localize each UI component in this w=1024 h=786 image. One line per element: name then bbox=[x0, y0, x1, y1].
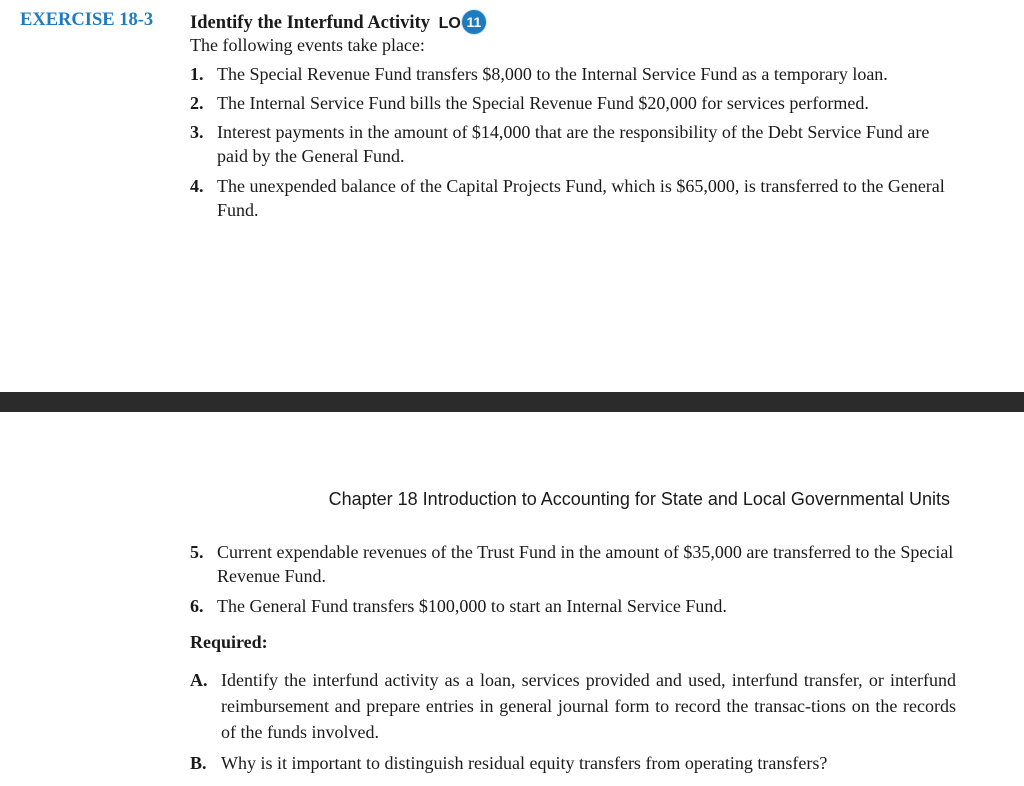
event-number: 6. bbox=[190, 596, 204, 616]
required-item bbox=[190, 750, 956, 776]
event-text: The unexpended balance of the Capital Projects Fund, which is $65,000, is transferred to the General Fund. bbox=[217, 176, 945, 220]
event-number: 4. bbox=[190, 176, 204, 196]
event-text: The Internal Service Fund bills the Special Revenue Fund $20,000 for services performed. bbox=[217, 93, 869, 113]
required-heading: Required: bbox=[190, 632, 268, 652]
page-top bbox=[0, 0, 1024, 392]
page-divider bbox=[0, 392, 1024, 412]
event-item bbox=[190, 174, 956, 222]
exercise-intro: The following events take place: bbox=[190, 35, 425, 55]
chapter-running-header: Chapter 18 Introduction to Accounting for State and Local Governmental Units bbox=[328, 489, 950, 509]
event-item bbox=[190, 540, 956, 588]
event-number: 3. bbox=[190, 122, 204, 142]
event-number: 5. bbox=[190, 542, 204, 562]
event-number: 1. bbox=[190, 64, 204, 84]
exercise-label: EXERCISE 18-3 bbox=[20, 10, 154, 30]
required-text: Identify the interfund activity as a loan, services provided and used, interfund transfer, or interfund reimbursement and prepare entries in general journal form to record the transac-tions on the records of the funds involved. bbox=[221, 670, 956, 742]
lo-number-badge: 11 bbox=[462, 10, 486, 34]
event-text: The General Fund transfers $100,000 to start an Internal Service Fund. bbox=[217, 596, 727, 616]
required-item bbox=[190, 667, 956, 745]
required-letter: B. bbox=[190, 753, 207, 773]
event-item bbox=[190, 120, 956, 168]
event-text: The Special Revenue Fund transfers $8,000 to the Internal Service Fund as a temporary loan. bbox=[217, 64, 888, 84]
event-item bbox=[190, 594, 956, 618]
event-text: Interest payments in the amount of $14,000 that are the responsibility of the Debt Service Fund are paid by the General Fund. bbox=[217, 122, 930, 166]
required-text: Why is it important to distinguish residual equity transfers from operating transfers? bbox=[221, 753, 828, 773]
event-item bbox=[190, 91, 956, 115]
required-letter: A. bbox=[190, 670, 208, 690]
event-text: Current expendable revenues of the Trust Fund in the amount of $35,000 are transferred to the Special Revenue Fund. bbox=[217, 542, 954, 586]
event-number: 2. bbox=[190, 93, 204, 113]
lo-prefix: LO bbox=[438, 15, 461, 32]
event-item bbox=[190, 62, 956, 86]
exercise-title-text: Identify the Interfund Activity bbox=[190, 13, 430, 33]
exercise-title bbox=[190, 10, 486, 34]
